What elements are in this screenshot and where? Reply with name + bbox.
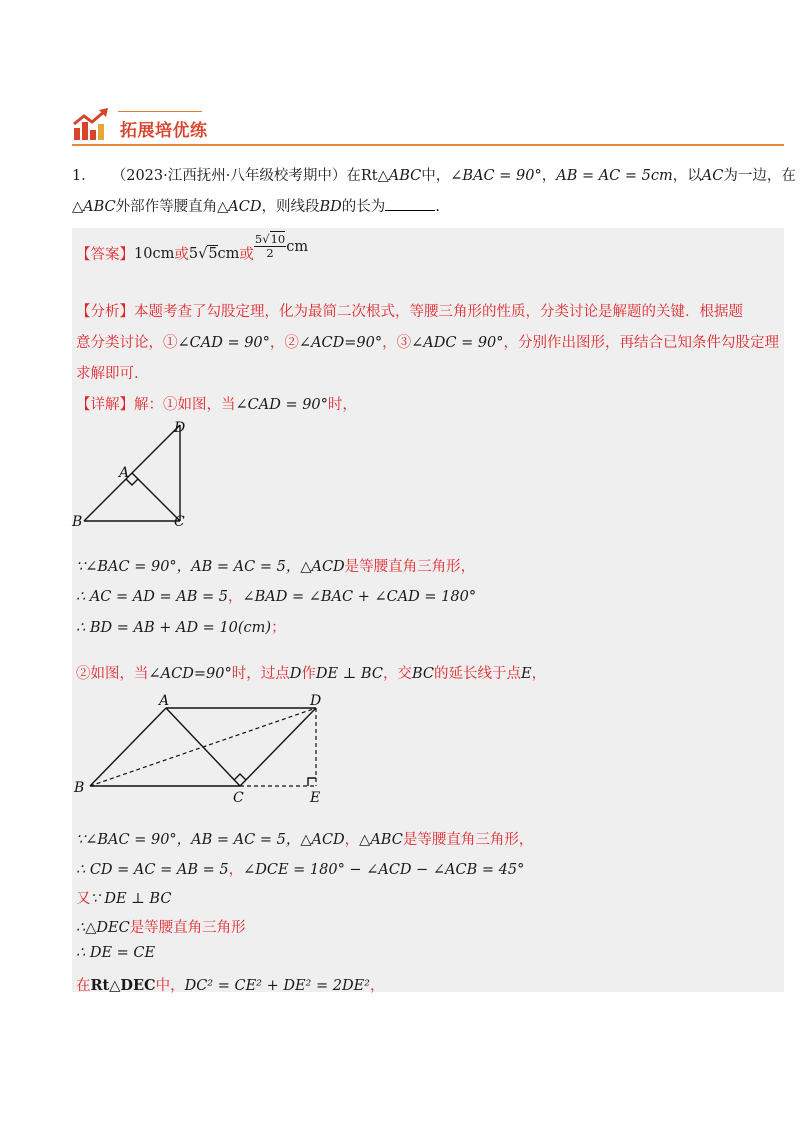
label-a: A xyxy=(159,693,170,709)
case2-intro: ②如图，当∠ACD=90°时，过点D作DE ⊥ BC，交BC的延长线于点E， xyxy=(76,666,547,682)
segment-cd xyxy=(240,708,316,786)
detail-line: 【详解】解：①如图，当∠CAD = 90°时， xyxy=(76,397,357,413)
case2-line-2: ∴ CD = AC = AB = 5，∠DCE = 180° − ∠ACD − ∠ACB = 45° xyxy=(76,862,525,878)
segment-bd-dashed xyxy=(90,708,316,786)
analysis-label: 【分析】 xyxy=(76,304,134,320)
question-line-2: △ABC外部作等腰直角△ACD，则线段BD的长为 . xyxy=(72,199,440,215)
figure-1 xyxy=(70,418,190,532)
case1-line-3: ∴ BD = AB + AD = 10(cm)； xyxy=(76,620,286,636)
case2-line-3: 又∵ DE ⊥ BC xyxy=(76,891,172,907)
answer-blank xyxy=(385,198,435,211)
case2-line-6: 在Rt△DEC中，DC² = CE² + DE² = 2DE²， xyxy=(76,977,385,994)
right-angle-mark-c xyxy=(234,774,246,780)
case1-line-1: ∵∠BAC = 90°，AB = AC = 5，△ACD是等腰直角三角形， xyxy=(76,559,476,575)
chart-logo-icon xyxy=(72,108,112,142)
segment-ba xyxy=(90,708,166,786)
analysis-line-2: 意分类讨论，①∠CAD = 90°，②∠ACD=90°，③∠ADC = 90°，分别作出图形，再结合已知条件勾股定理 xyxy=(76,335,780,351)
header-top-line xyxy=(118,111,202,112)
segment-ac xyxy=(132,473,180,521)
section-title: 拓展培优练 xyxy=(120,121,208,141)
analysis-line-3: 求解即可. xyxy=(76,366,139,382)
right-angle-mark-e xyxy=(308,778,316,786)
label-c: C xyxy=(233,790,244,806)
question-line-1: 1． （2023·江西抚州·八年级校考期中）在Rt△ABC中，∠BAC = 90°，AB = AC = 5cm，以AC为一边，在 xyxy=(72,168,796,184)
detail-label: 【详解】 xyxy=(76,397,134,413)
label-c: C xyxy=(174,514,185,530)
figure-2 xyxy=(70,692,330,808)
question-number: 1． xyxy=(72,168,96,184)
answer-label: 【答案】 xyxy=(76,247,134,263)
case2-line-4: ∴△DEC是等腰直角三角形 xyxy=(76,920,246,936)
label-d: D xyxy=(174,420,186,436)
answer-line: 【答案】 10cm 或 5 √ 5 cm 或 $\frac{5√10}{2}$ cm xyxy=(76,232,309,263)
label-d: D xyxy=(310,693,322,709)
analysis-line-1: 【分析】本题考查了勾股定理，化为最简二次根式，等腰三角形的性质，分类讨论是解题的关键．根据题 xyxy=(76,304,743,320)
label-b: B xyxy=(74,780,85,796)
label-e: E xyxy=(310,790,321,806)
label-a: A xyxy=(119,465,130,481)
case1-line-2: ∴ AC = AD = AB = 5，∠BAD = ∠BAC + ∠CAD = 180° xyxy=(76,589,477,605)
label-b: B xyxy=(72,514,83,530)
case2-line-5: ∴ DE = CE xyxy=(76,945,156,961)
answer-fraction: $\frac{5√10}{2}$ xyxy=(254,232,286,260)
case2-line-1: ∵∠BAC = 90°，AB = AC = 5，△ACD，△ABC是等腰直角三角形， xyxy=(76,832,534,848)
header-rule xyxy=(72,144,784,146)
